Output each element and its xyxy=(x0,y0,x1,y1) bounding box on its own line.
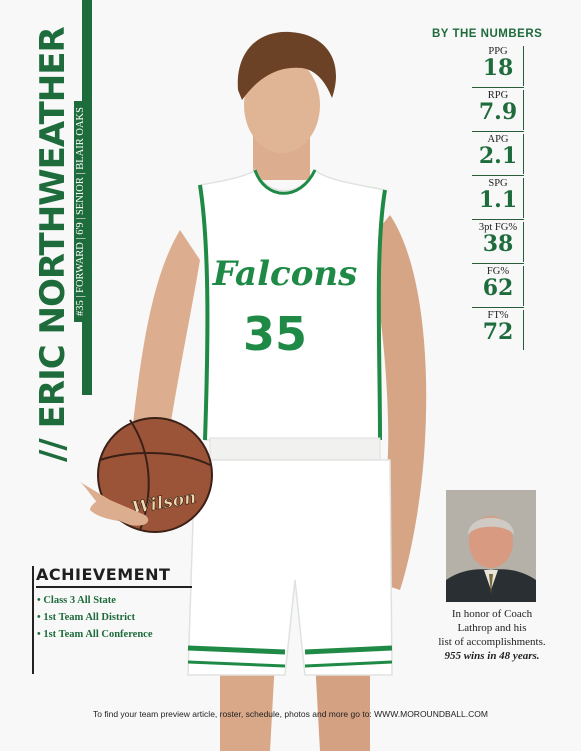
achievement-bracket xyxy=(32,566,34,674)
stat-ppg xyxy=(468,44,528,88)
coach-caption-line: list of accomplishments. xyxy=(438,636,546,648)
stats-list xyxy=(468,44,528,352)
stat-label: FG% xyxy=(486,266,510,277)
achievement-title: ACHIEVEMENT xyxy=(36,565,171,584)
achievement-list xyxy=(37,595,153,646)
achievement-rule xyxy=(36,586,192,588)
stat-fg xyxy=(468,264,528,308)
stat-label: PPG xyxy=(488,46,508,57)
footer-text: To find your team preview article, roster, schedule, photos and more go to: WWW.MOROUNDBALL.COM xyxy=(93,709,488,719)
stat-value: 38 xyxy=(482,231,514,257)
shorts-trim xyxy=(188,648,392,652)
stat-label: 3pt FG% xyxy=(478,222,518,233)
jersey-team: Falcons xyxy=(212,254,358,294)
coach-photo xyxy=(446,490,536,602)
coach-caption xyxy=(428,607,556,663)
achievement-item: • 1st Team All Conference xyxy=(37,629,153,640)
coach-caption-line: Lathrop and his xyxy=(457,622,527,634)
stat-spg xyxy=(468,176,528,220)
player-meta: #35 | FORWARD | 6'9 | SENIOR | BLAIR OAKS xyxy=(74,101,87,322)
numbers-title: BY THE NUMBERS xyxy=(432,28,543,40)
stat-label: FT% xyxy=(487,310,509,321)
jersey xyxy=(200,170,385,440)
jersey-number: 35 xyxy=(242,307,308,361)
coach-caption-line: In honor of Coach xyxy=(451,608,533,620)
shorts xyxy=(188,460,392,675)
stat-label: APG xyxy=(487,134,509,145)
player-name: // ERIC NORTHWEATHER xyxy=(33,27,73,462)
coach-wins: 955 wins in 48 years. xyxy=(444,650,540,662)
stat-label: RPG xyxy=(487,90,509,101)
waistband xyxy=(210,438,380,460)
ball-brand: Wilson xyxy=(130,487,198,519)
stat-label: SPG xyxy=(488,178,508,189)
stat-value: 18 xyxy=(482,55,514,81)
stat-value: 2.1 xyxy=(478,143,518,169)
achievement-item: • 1st Team All District xyxy=(37,612,153,623)
stat-value: 7.9 xyxy=(478,99,518,125)
stat-rpg xyxy=(468,88,528,132)
stat-value: 72 xyxy=(482,319,514,345)
achievement-item: • Class 3 All State xyxy=(37,595,153,606)
stat-ft xyxy=(468,308,528,352)
stat-3pt-fg xyxy=(468,220,528,264)
stat-value: 1.1 xyxy=(478,187,518,213)
stat-value: 62 xyxy=(482,275,514,301)
stat-apg xyxy=(468,132,528,176)
